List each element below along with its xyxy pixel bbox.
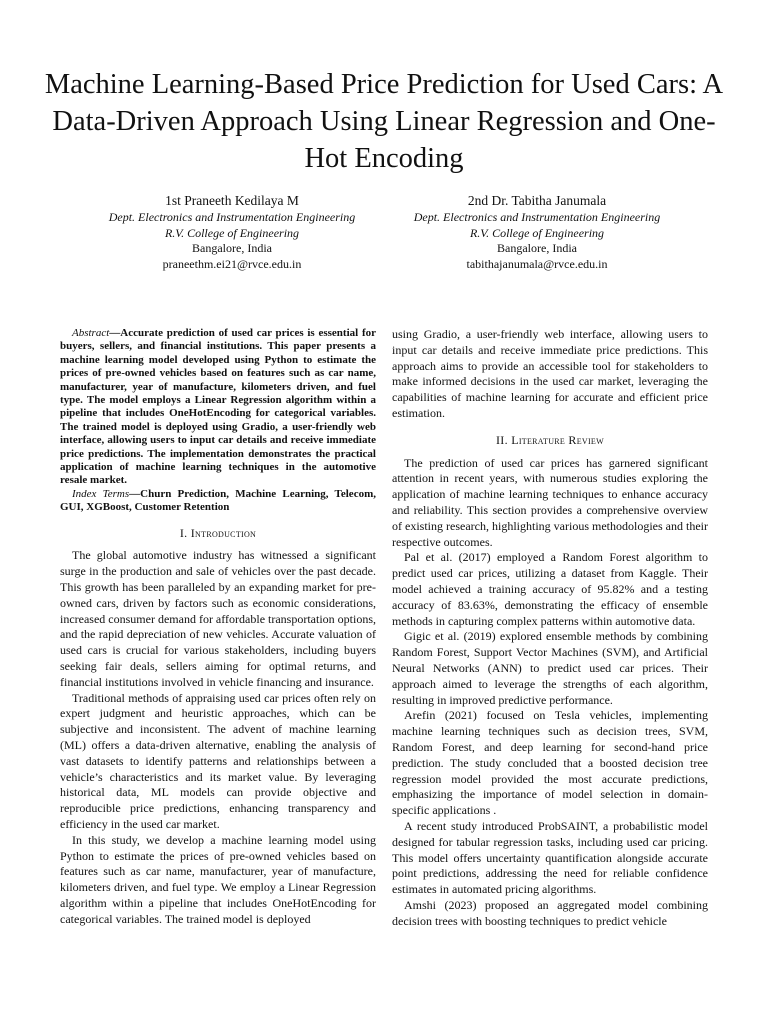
paragraph: Arefin (2021) focused on Tesla vehicles, implementing machine learning techniques such as decision trees, SVM, Random Forest, and deep learning for second-hand price prediction. The study concluded that a boosted decision tree regression model provided the most accurate predictions, emphasizing the importance of model selection in domain-specific applications . (392, 708, 708, 818)
paragraph: Amshi (2023) proposed an aggregated model combining decision trees with boosting techniques to predict vehicle (392, 897, 708, 928)
author-block-1 (72, 192, 392, 272)
author-department: Dept. Electronics and Instrumentation Engineering (413, 210, 661, 224)
index-terms-dash: — (129, 487, 141, 500)
paragraph: Traditional methods of appraising used car prices often rely on expert judgment and heuristic approaches, which can be subjective and inconsistent. The advent of machine learning (ML) offers a data-driven alternative, enabling the analysis of vast datasets to identify patterns and relationships between a vehicle’s characteristics and its market value. By leveraging historical data, ML models can provide objective and reproducible price predictions, enhancing transparency and efficiency in the used car market. (60, 690, 376, 832)
paragraph: A recent study introduced ProbSAINT, a probabilistic model designed for tabular regression tasks, including used car pricing. This model offers uncertainty quantification alongside accurate point predictions, addressing the need for reliable confidence estimates in automated pricing algorithms. (392, 818, 708, 897)
abstract-text: Accurate prediction of used car prices is essential for buyers, sellers, and financial institutions. This paper presents a machine learning model developed using Python to estimate the prices of pre-owned vehicles based on features such as car name, manufacturer, year of manufacture, kilometers driven, and fuel type. The model employs a Linear Regression algorithm within a pipeline that includes OneHotEncoding for categorical variables. The trained model is deployed using Gradio, a user-friendly web interface, allowing users to input car details and receive immediate price predictions. The implementation demonstrates the practical application of machine learning techniques in the automotive resale market. (60, 327, 376, 487)
author-location: Bangalore, India (497, 241, 577, 255)
paragraph-continued: using Gradio, a user-friendly web interface, allowing users to input car details and receive immediate price predictions. This approach aims to provide an accessible tool for stakeholders to make informed decisions in the used car market, leveraging the capabilities of machine learning for accurate and efficient price estimation. (392, 327, 708, 420)
abstract (60, 327, 376, 488)
section-heading-literature-review: II. Literature Review (496, 432, 604, 447)
paper-title: Machine Learning-Based Price Prediction for Used Cars: A Data-Driven Approach Using Linear Regression and One-Hot Encoding (44, 69, 724, 174)
abstract-dash: — (109, 327, 121, 339)
author-block-2 (377, 192, 697, 272)
author-email: praneethm.ei21@rvce.edu.in (162, 256, 302, 271)
author-email: tabithajanumala@rvce.edu.in (466, 256, 608, 271)
paragraph: Gigic et al. (2019) explored ensemble methods by combining Random Forest, Support Vector Machines (SVM), and Artificial Neural Networks (ANN) to predict used car prices. Their approach aimed to leverage the strengths of each algorithm, resulting in improved predictive performance. (392, 629, 708, 707)
index-terms-label: Index Terms (72, 487, 130, 500)
author-college: R.V. College of Engineering (164, 225, 300, 240)
index-terms (60, 488, 376, 515)
paragraph: The global automotive industry has witnessed a significant surge in the production and sale of vehicles over the past decade. This growth has been paralleled by an expanding market for pre-owned cars, driven by factors such as economic considerations, increased consumer demand for affordable transportation options, and the rapid depreciation of new vehicles. Accurate valuation of used cars is crucial for various stakeholders, including buyers seeking fair deals, sellers aiming for optimal returns, and financial institutions involved in vehicle financing and insurance. (60, 548, 377, 689)
paragraph: Pal et al. (2017) employed a Random Forest algorithm to predict used car prices, utilizing a dataset from Kaggle. Their model achieved a training accuracy of 95.82% and a testing accuracy of 83.63%, demonstrating the efficacy of ensemble methods in capturing complex patterns within automotive data. (392, 550, 708, 628)
section-heading-introduction: I. Introduction (179, 525, 257, 540)
left-column (60, 327, 376, 928)
paragraph: The prediction of used car prices has garnered significant attention in recent years, with numerous studies exploring the application of machine learning techniques to enhance accuracy and reliability. This section provides a comprehensive overview of existing research, highlighting various methodologies and their respective outcomes. (392, 455, 708, 549)
author-name: 2nd Dr. Tabitha Janumala (467, 193, 607, 208)
author-college: R.V. College of Engineering (469, 225, 605, 240)
author-name: 1st Praneeth Kedilaya M (165, 193, 299, 208)
right-column (392, 327, 708, 929)
abstract-label: Abstract (72, 327, 110, 339)
paragraph: In this study, we develop a machine learning model using Python to estimate the prices of pre-owned vehicles based on features such as car name, manufacturer, year of manufacture, kilometers driven, and fuel type. We employ a Linear Regression algorithm within a pipeline that includes OneHotEncoding for categorical variables. The trained model is deployed (60, 832, 376, 926)
author-location: Bangalore, India (192, 241, 272, 255)
author-department: Dept. Electronics and Instrumentation Engineering (108, 210, 356, 224)
index-terms-text: Churn Prediction, Machine Learning, Telecom, GUI, XGBoost, Customer Retention (60, 487, 376, 514)
